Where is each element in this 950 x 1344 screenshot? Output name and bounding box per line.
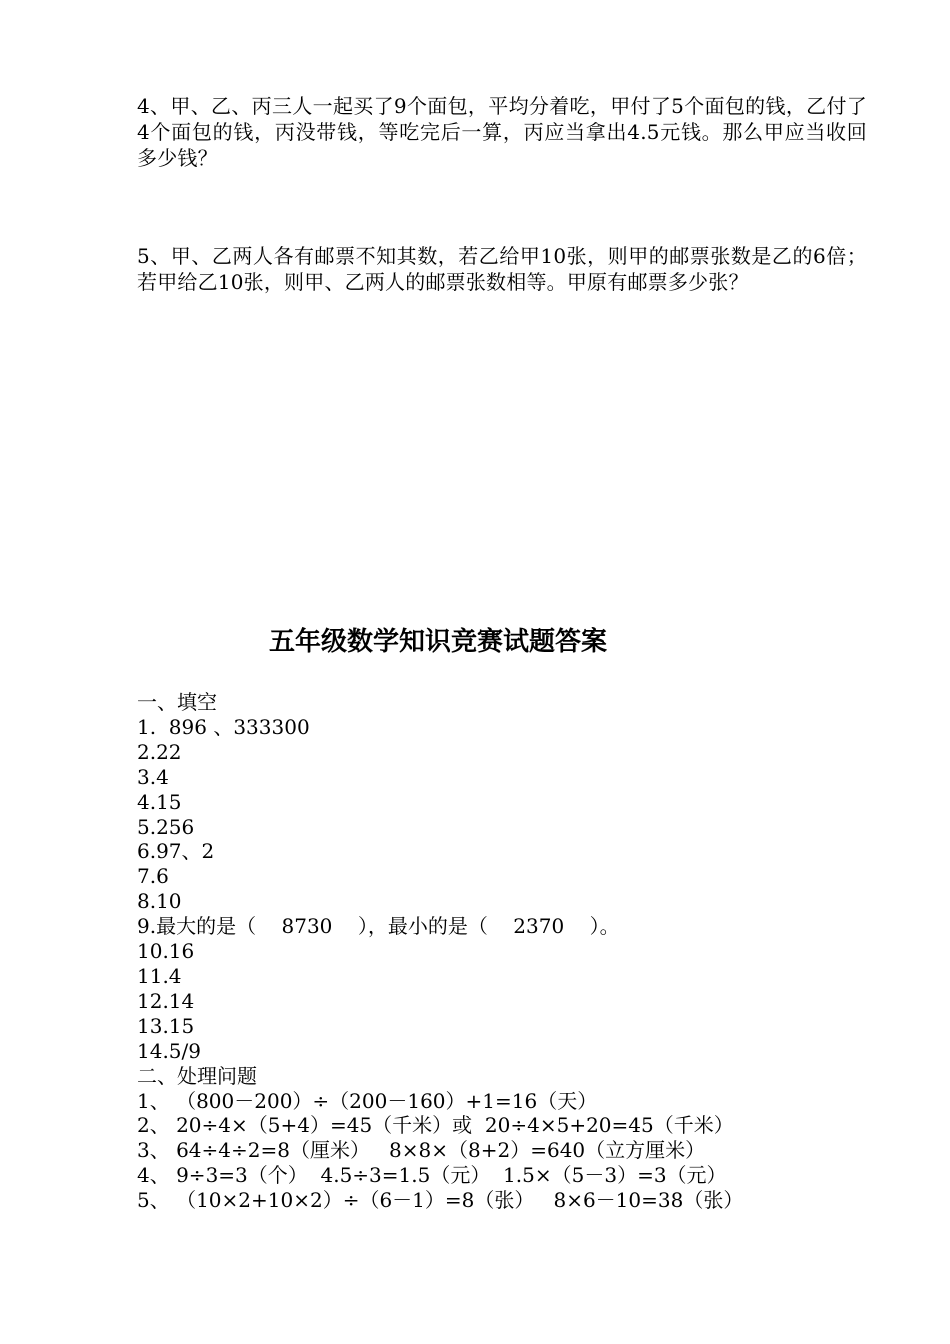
solve-answer-1: 1、 （800－200）÷（200－160）+1=16（天） bbox=[137, 1088, 598, 1113]
fill-answer-1: 1. 896 、333300 bbox=[137, 714, 310, 739]
fill-answer-10: 10.16 bbox=[137, 939, 195, 964]
solve-answer-3: 3、 64÷4÷2=8（厘米） 8×8×（8+2）=640（立方厘米） bbox=[137, 1138, 706, 1163]
answer-key-title: 五年级数学知识竞赛试题答案 bbox=[268, 627, 607, 657]
solve-answer-2: 2、 20÷4×（5+4）=45（千米）或 20÷4×5+20=45（千米） bbox=[137, 1113, 734, 1138]
solve-answer-4: 4、 9÷3=3（个） 4.5÷3=1.5（元） 1.5×（5－3）=3（元） bbox=[137, 1163, 727, 1188]
fill-answer-13: 13.15 bbox=[137, 1013, 195, 1038]
fill-answer-2: 2.22 bbox=[137, 739, 182, 764]
fill-answer-11: 11.4 bbox=[137, 963, 182, 988]
fill-answer-5: 5.256 bbox=[137, 814, 195, 839]
solve-answer-5: 5、 （10×2+10×2）÷（6－1）=8（张） 8×6－10=38（张） bbox=[137, 1188, 744, 1213]
section-heading-problems: 二、处理问题 bbox=[137, 1063, 257, 1088]
fill-answer-12: 12.14 bbox=[137, 988, 195, 1013]
fill-answer-4: 4.15 bbox=[137, 789, 182, 814]
fill-answer-8: 8.10 bbox=[137, 889, 182, 914]
problem-5: 5、甲、乙两人各有邮票不知其数，若乙给甲10张，则甲的邮票张数是乙的6倍；若甲给乙10张，则甲、乙两人的邮票张数相等。甲原有邮票多少张？ bbox=[137, 244, 867, 294]
answer-key bbox=[137, 690, 877, 1213]
fill-answer-3: 3.4 bbox=[137, 764, 169, 789]
fill-answer-9: 9.最大的是（ 8730 ），最小的是（ 2370 ）。 bbox=[137, 914, 620, 939]
fill-answer-6: 6.97、2 bbox=[137, 839, 215, 864]
fill-answer-14: 14.5/9 bbox=[137, 1038, 201, 1063]
section-heading-fill-in: 一、填空 bbox=[137, 690, 217, 714]
fill-answer-7: 7.6 bbox=[137, 864, 169, 889]
problem-4: 4、甲、乙、丙三人一起买了9个面包，平均分着吃，甲付了5个面包的钱，乙付了4个面包的钱，丙没带钱，等吃完后一算，丙应当拿出4.5元钱。那么甲应当收回多少钱？ bbox=[137, 94, 867, 170]
